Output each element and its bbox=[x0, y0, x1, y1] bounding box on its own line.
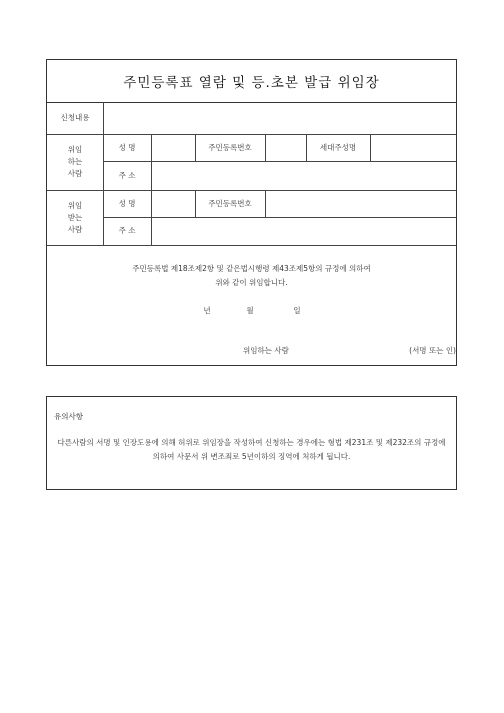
notice-heading: 유의사항 bbox=[54, 412, 83, 421]
date-day-label: 일 bbox=[293, 306, 301, 315]
delegator-section-label: 위임 하는 사람 bbox=[67, 145, 83, 178]
delegator-rrn-label: 주민등록번호 bbox=[208, 142, 252, 152]
delegate-name-label: 성 명 bbox=[118, 198, 136, 208]
statement-line-2: 위와 같이 위임합니다. bbox=[215, 278, 288, 287]
date-month-label: 월 bbox=[246, 306, 254, 315]
delegate-name-field[interactable] bbox=[152, 191, 194, 216]
statement-line-1: 주민등록법 제18조제2항 및 같은법시행령 제43조제5항의 규정에 의하여 bbox=[132, 264, 371, 273]
delegator-name-label: 성 명 bbox=[118, 142, 136, 152]
delegate-rrn-field[interactable] bbox=[266, 191, 457, 216]
row-divider bbox=[47, 245, 456, 246]
notice-text: 다른사람의 서명 및 인장도용에 의해 허위로 위임장을 작성하여 신청하는 경우에는 형법 제231조 및 제232조의 규정에 의하여 사문서 위 변조죄로 5년이하의 징역에 처하게 됩니다. bbox=[57, 438, 446, 461]
delegator-name-field[interactable] bbox=[152, 135, 194, 160]
delegate-section-label: 위임 받는 사람 bbox=[67, 200, 83, 234]
delegation-form bbox=[46, 59, 457, 366]
householder-field[interactable] bbox=[371, 135, 457, 160]
signature-field[interactable]: (서명 또는 인) bbox=[409, 346, 456, 355]
delegator-address-label: 주 소 bbox=[118, 170, 136, 180]
date-year-label: 년 bbox=[203, 306, 211, 315]
delegate-rrn-label: 주민등록번호 bbox=[208, 198, 252, 208]
delegate-address-field[interactable] bbox=[152, 218, 457, 244]
householder-label: 세대주성명 bbox=[319, 142, 357, 152]
request-label: 신청내용 bbox=[60, 113, 90, 122]
request-field[interactable] bbox=[104, 103, 457, 133]
form-title: 주민등록표 열람 및 등.초본 발급 위임장 bbox=[47, 60, 456, 103]
delegate-address-label: 주 소 bbox=[118, 226, 136, 235]
delegator-rrn-field[interactable] bbox=[266, 135, 305, 160]
notice-box bbox=[46, 396, 457, 490]
signer-label: 위임하는 사람 bbox=[243, 346, 289, 355]
delegator-address-field[interactable] bbox=[152, 162, 457, 189]
